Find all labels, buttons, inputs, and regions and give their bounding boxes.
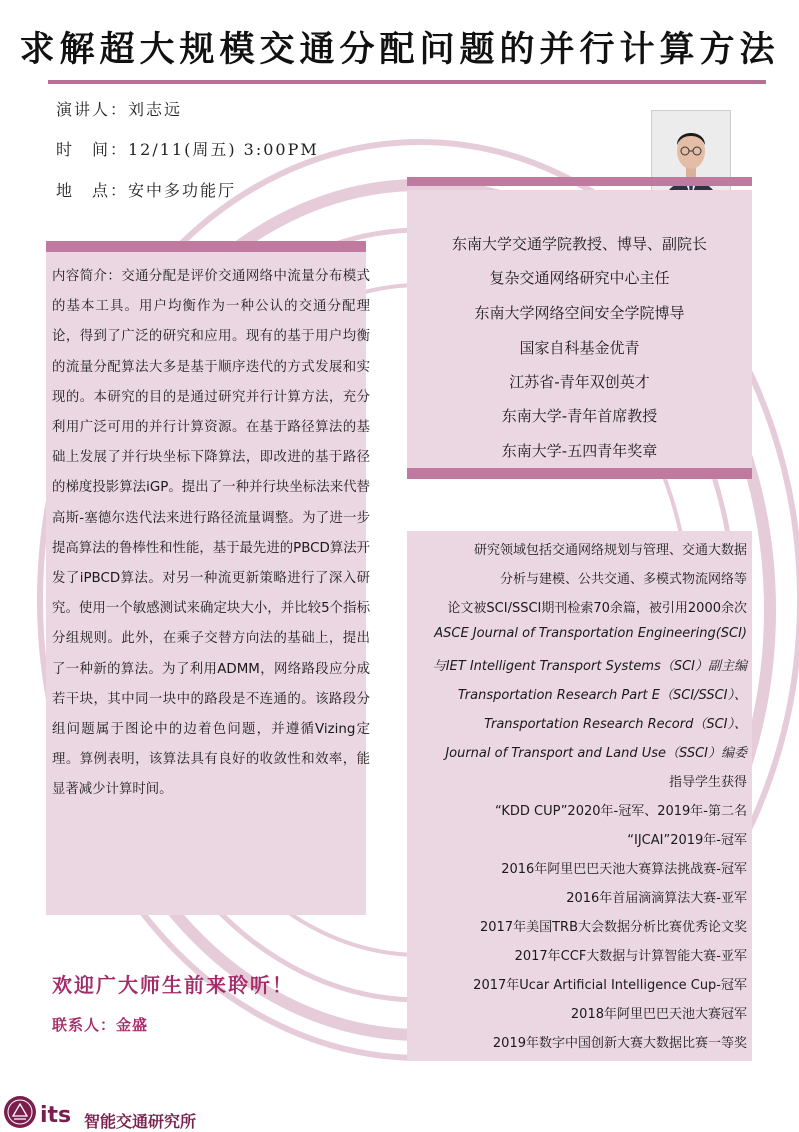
achievement-line: 2017年CCF大数据与计算智能大赛-亚军 <box>514 949 747 964</box>
achievement-line: 指导学生获得 <box>668 775 747 790</box>
university-seal-icon <box>2 1094 38 1130</box>
bio-line: 东南大学-五四青年奖章 <box>501 442 658 460</box>
achievement-line: “KDD CUP”2020年-冠军、2019年-第二名 <box>495 804 747 819</box>
bio-line: 东南大学网络空间安全学院博导 <box>474 304 685 322</box>
achievement-line: ASCE Journal of Transportation Engineering(SCI) <box>434 626 747 641</box>
achievement-line: 分析与建模、公共交通、多模式物流网络等 <box>499 572 747 587</box>
bio-line: 东南大学交通学院教授、博导、副院长 <box>451 235 707 253</box>
achievement-line: 研究领域包括交通网络规划与管理、交通大数据 <box>473 543 747 558</box>
achievement-line: 2019年数字中国创新大赛大数据比赛一等奖 <box>492 1036 747 1051</box>
place: 地 点：安中多功能厅 <box>56 181 237 200</box>
achievement-line: 2017年美国TRB大会数据分析比赛优秀论文奖 <box>480 920 747 935</box>
bio-line: 江苏省-青年双创英才 <box>509 373 650 391</box>
bio-line: 复杂交通网络研究中心主任 <box>489 269 670 287</box>
institute-name: 智能交通研究所 <box>84 1112 197 1131</box>
achievement-line: 2018年阿里巴巴天池大赛冠军 <box>570 1007 747 1022</box>
achievement-line: 论文被SCI/SSCI期刊检索70余篇，被引用2000余次 <box>447 601 747 616</box>
title-divider <box>48 80 766 84</box>
bio-line: 东南大学-青年首席教授 <box>501 407 658 425</box>
bio-panel-top-bar <box>407 177 752 186</box>
intro-text: 内容简介：交通分配是评价交通网络中流量分布模式的基本工具。用户均衡作为一种公认的交通分配理论，得到了广泛的研究和应用。现有的基于用户均衡的流量分配算法大多是基于顺序迭代的方式发展和实现的。本研究的目的是通过研究并行计算方法，充分利用广泛可用的并行计算资源。在基于路径算法的基础上发展了并行块坐标下降算法，即改进的基于路径的梯度投影算法iGP。提出了一种并行块坐标法来代替高斯-塞德尔迭代法来进行路径流量调整。为了进一步提高算法的鲁棒性和性能，基于最先进的PBCD算法开发了iPBCD算法。对另一种流更新策略进行了深入研究。使用一个敏感测试来确定块大小，并比较5个指标分组规则。此外，在乘子交替方向法的基础上，提出了一种新的算法。为了利用ADMM，网络路段应分成若干块，其中同一块中的路段是不连通的。该路段分组问题属于图论中的边着色问题，并遵循Vizing定理。算例表明，该算法具有良好的收敛性和效率，能显著减少计算时间。 <box>52 269 370 798</box>
achievement-line: 2016年首届滴滴算法大赛-亚军 <box>566 891 747 906</box>
contact-person: 联系人：金盛 <box>52 1016 149 1034</box>
achievement-line: 2016年阿里巴巴天池大赛算法挑战赛-冠军 <box>501 862 747 877</box>
bio-line: 国家自科基金优青 <box>519 339 640 357</box>
its-logo: its <box>40 1103 72 1128</box>
page-title: 求解超大规模交通分配问题的并行计算方法 <box>19 29 780 70</box>
speaker: 演讲人：刘志远 <box>56 100 183 119</box>
achievement-line: Transportation Research Record（SCI）、 <box>484 717 747 732</box>
achievement-line: “IJCAI”2019年-冠军 <box>627 833 747 848</box>
welcome-text: 欢迎广大师生前来聆听！ <box>52 973 294 997</box>
achievement-line: Journal of Transport and Land Use（SSCI）编委 <box>445 746 747 761</box>
intro-panel-top-bar <box>46 241 366 252</box>
time: 时 间：12/11(周五) 3:00PM <box>56 140 319 159</box>
achievement-line: Transportation Research Part E（SCI/SSCI）、 <box>457 688 747 703</box>
bio-panel-bottom-bar <box>407 468 752 479</box>
bio-panel <box>407 190 752 468</box>
achievement-line: 与IET Intelligent Transport Systems（SCI）副主编 <box>432 659 747 674</box>
achievement-line: 2017年Ucar Artificial Intelligence Cup-冠军 <box>473 978 747 993</box>
